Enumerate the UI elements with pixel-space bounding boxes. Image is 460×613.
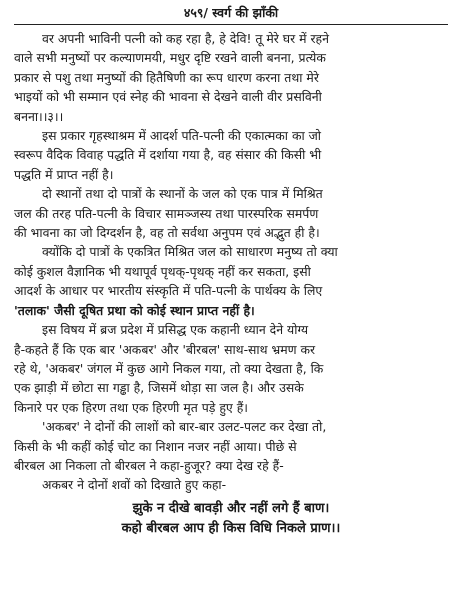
text-line: आदर्श के आधार पर भारतीय संस्कृति में पति-पत्नी के पार्थक्य के लिए: [14, 283, 323, 299]
couplet-line: कहो बीरबल आप ही किस विधि निकले प्राण।।: [121, 520, 341, 536]
text-line: एक झाड़ी में छोटा सा गड्ढा है, जिसमें थोड़ा सा जल है। और उसके: [14, 380, 304, 396]
paragraph-6: [14, 417, 448, 495]
text-line: वर अपनी भाविनी पत्नी को कह रहा है, हे देवि! तू मेरे घर में रहने: [42, 31, 330, 46]
text-line: अकबर ने दोनों शवों को दिखाते हुए कहा-: [42, 477, 227, 493]
chapter-title: स्वर्ग की झाँकी: [212, 5, 279, 20]
couplet: [14, 499, 448, 539]
text-line: वाले सभी मनुष्यों पर कल्याणमयी, मधुर दृष्टि रखने वाली बनना, प्रत्येक: [14, 50, 326, 66]
text-line: बनना।।३।।: [14, 108, 64, 124]
text-line: पद्धति में प्राप्त नहीं है।: [14, 166, 114, 182]
paragraph-2: [14, 126, 448, 184]
text-line: की भावना का जो दिग्दर्शन है, वह तो सर्वथा अनुपम एवं अद्भुत ही है।: [14, 225, 320, 241]
text-line: 'तलाक' जैसी दूषित प्रथा को कोई स्थान प्राप्त नहीं है।: [14, 302, 255, 318]
page-number: ४५९: [183, 5, 204, 20]
text-line: कोई कुशल वैज्ञानिक भी यथापूर्व पृथक्-पृथक् नहीं कर सकता, इसी: [14, 263, 311, 279]
text-line: किनारे पर एक हिरण तथा एक हिरणी मृत पड़े हुए हैं।: [14, 399, 248, 415]
text-line: क्योंकि दो पात्रों के एकत्रित मिश्रित जल को साधारण मनुष्य तो क्या: [42, 244, 338, 260]
text-line: किसी के भी कहीं कोई चोट का निशान नजर नहीं आया। पीछे से: [14, 438, 297, 454]
page-header: ४५९/ स्वर्ग की झाँकी: [14, 4, 448, 25]
text-line: स्वरूप वैदिक विवाह पद्धति में दर्शाया गया है, वह संसार की किसी भी: [14, 147, 322, 163]
paragraph-5: [14, 320, 448, 417]
text-line: इस विषय में ब्रज प्रदेश में प्रसिद्ध एक कहानी ध्यान देने योग्य: [42, 322, 309, 338]
paragraph-1: [14, 29, 448, 126]
text-line: जल की तरह पति-पत्नी के विचार सामञ्जस्य तथा पारस्परिक समर्पण: [14, 205, 319, 221]
text-line: रहे थे, 'अकबर' जंगल में कुछ आगे निकल गया, तो क्या देखता है, कि: [14, 360, 324, 376]
text-line: प्रकार से पशु तथा मनुष्यों की हितैषिणी का रूप धारण करना तथा मेरे: [14, 69, 319, 85]
text-line: बीरबल आ निकला तो बीरबल ने कहा-हुजूर? क्या देख रहे हैं-: [14, 457, 284, 473]
text-line: 'अकबर' ने दोनों की लाशों को बार-बार उलट-पलट कर देखा तो,: [42, 419, 327, 435]
paragraph-3: [14, 184, 448, 242]
paragraph-4: [14, 242, 448, 320]
text-line: है-कहते हैं कि एक बार 'अकबर' और 'बीरबल' साथ-साथ भ्रमण कर: [14, 341, 316, 357]
text-line: इस प्रकार गृहस्थाश्रम में आदर्श पति-पत्नी की एकात्मका का जो: [42, 128, 322, 144]
couplet-line: झुके न दीखे बावड़ी और नहीं लगे हैं बाण।: [132, 500, 330, 516]
text-line: भाइयों को भी सम्मान एवं स्नेह की भावना से देखने वाली वीर प्रसविनी: [14, 89, 322, 105]
text-line: दो स्थानों तथा दो पात्रों के स्थानों के जल को एक पात्र में मिश्रित: [42, 186, 323, 202]
